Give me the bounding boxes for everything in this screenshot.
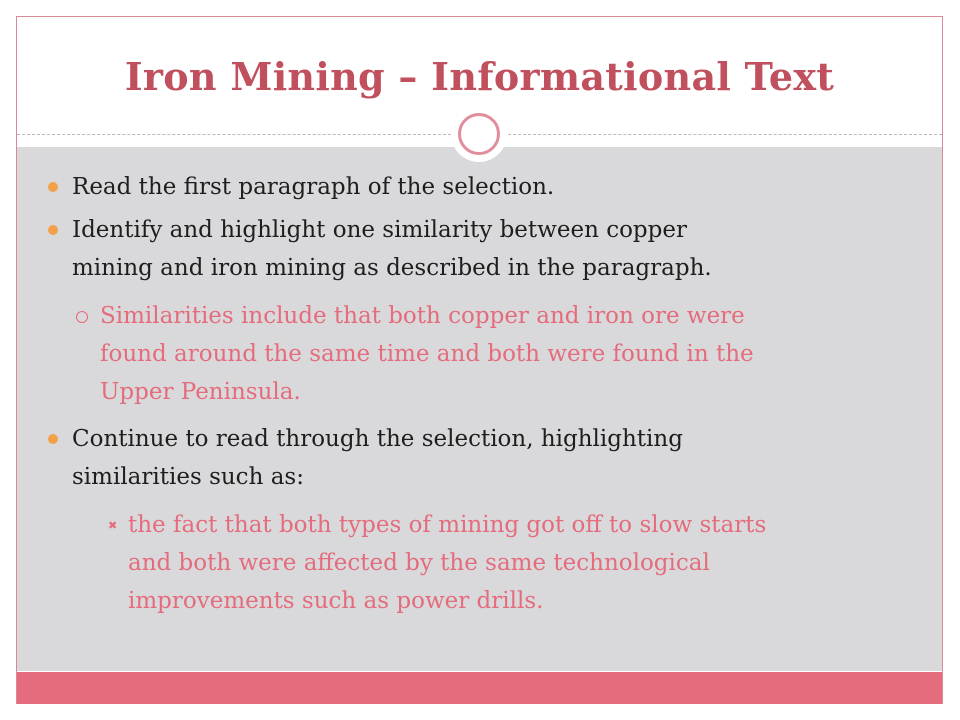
bullet-dot-icon [48, 182, 58, 192]
circle-ornament-icon [451, 106, 507, 162]
sub-bullet-text: the fact that both types of mining got off to slow starts and both were affected by the same technological improvements such as power drills. [128, 512, 767, 614]
cross-bullet-icon: ✖ [108, 519, 118, 532]
slide-title: Iron Mining – Informational Text [124, 53, 835, 99]
ring-bullet-icon [76, 311, 88, 323]
footer-bar [17, 672, 942, 704]
bullet-dot-icon [48, 434, 58, 444]
bullet-dot-icon [48, 225, 58, 235]
bullet-text: Read the first paragraph of the selection. [72, 174, 555, 200]
bullet-text: Continue to read through the selection, highlighting similarities such as: [72, 426, 683, 490]
circle-ornament-inner [458, 113, 500, 155]
sub-bullet-text: Similarities include that both copper and iron ore were found around the same time and both were found in the Upper Peninsula. [100, 303, 754, 405]
bullet-text: Identify and highlight one similarity between copper mining and iron mining as described in the paragraph. [72, 217, 712, 281]
